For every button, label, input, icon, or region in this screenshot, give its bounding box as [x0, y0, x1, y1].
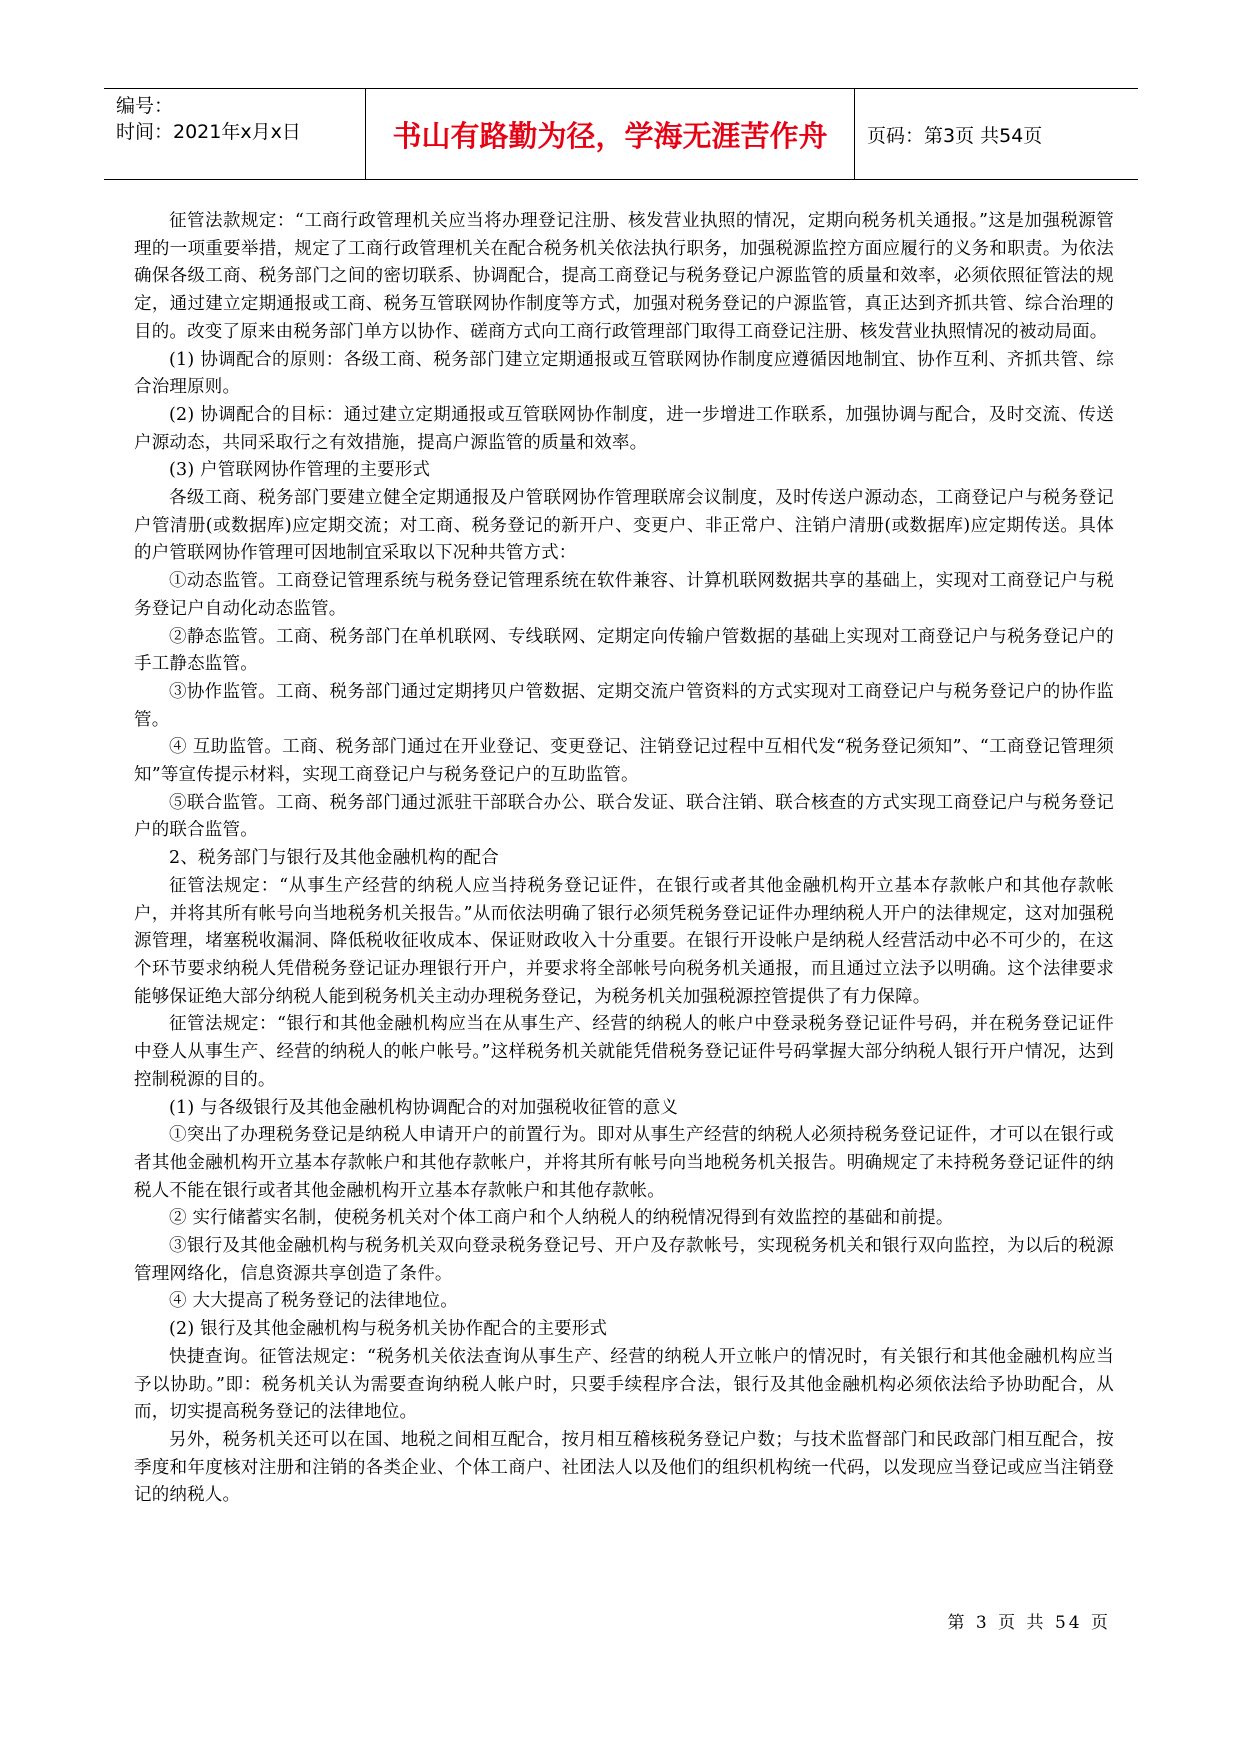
header-meta-cell: [104, 89, 366, 179]
paragraph: ①动态监管。工商登记管理系统与税务登记管理系统在软件兼容、计算机联网数据共享的基础上，实现对工商登记户与税务登记户自动化动态监管。: [134, 571, 1114, 619]
paragraph: 快捷查询。征管法规定：“税务机关依法查询从事生产、经营的纳税人开立帐户的情况时，有关银行和其他金融机构应当予以协助。”即：税务机关认为需要查询纳税人帐户时，只要手续程序合法，银行及其他金融机构必须依法给予协助配合，从而，切实提高税务登记的法律地位。: [134, 1346, 1114, 1423]
header-motto: 书山有路勤为径，学海无涯苦作舟: [392, 118, 828, 153]
paragraph: ② 实行储蓄实名制，使税务机关对个体工商户和个人纳税人的纳税情况得到有效监控的基础和前提。: [169, 1208, 954, 1229]
paragraph: (1) 协调配合的原则：各级工商、税务部门建立定期通报或互管联网协作制度应遵循因地制宜、协作互利、齐抓共管、综合治理原则。: [134, 349, 1114, 398]
paragraph: ③银行及其他金融机构与税务机关双向登录税务登记号、开户及存款帐号，实现税务机关和银行双向监控，为以后的税源管理网络化，信息资源共享创造了条件。: [134, 1236, 1114, 1284]
paragraph: 征管法款规定：“工商行政管理机关应当将办理登记注册、核发营业执照的情况，定期向税务机关通报。”这是加强税源管理的一项重要举措，规定了工商行政管理机关在配合税务机关依法执行职务，加强税源监控方面应履行的义务和职责。为依法确保各级工商、税务部门之间的密切联系、协调配合，提高工商登记与税务登记户源监管的质量和效率，必须依照征管法的规定，通过建立定期通报或工商、税务互管联网协作制度等方式，加强对税务登记的户源监管，真正达到齐抓共管、综合治理的目的。改变了原来由税务部门单方以协作、磋商方式向工商行政管理部门取得工商登记注册、核发营业执照情况的被动局面。: [134, 211, 1114, 342]
paragraph: (3) 户管联网协作管理的主要形式: [169, 460, 431, 481]
paragraph: 征管法规定：“从事生产经营的纳税人应当持税务登记证件，在银行或者其他金融机构开立基本存款帐户和其他存款帐户，并将其所有帐号向当地税务机关报告。”从而依法明确了银行必须凭税务登记证件办理纳税人开户的法律规定，这对加强税源管理，堵塞税收漏洞、降低税收征收成本、保证财政收入十分重要。在银行开设帐户是纳税人经营活动中必不可少的，在这个环节要求纳税人凭借税务登记证办理银行开户，并要求将全部帐号向税务机关通报，而且通过立法予以明确。这个法律要求能够保证绝大部分纳税人能到税务机关主动办理税务登记，为税务机关加强税源控管提供了有力保障。: [134, 875, 1114, 1007]
paragraph: 各级工商、税务部门要建立健全定期通报及户管联网协作管理联席会议制度，及时传送户源动态，工商登记户与税务登记户管清册(或数据库)应定期交流；对工商、税务登记的新开户、变更户、非正常户、注销户清册(或数据库)应定期传送。具体的户管联网协作管理可因地制宜采取以下况种共管方式：: [134, 488, 1114, 564]
page-footer: 第 3 页 共 54 页: [947, 1613, 1111, 1633]
document-body: [134, 208, 1114, 1510]
paragraph: ②静态监管。工商、税务部门在单机联网、专线联网、定期定向传输户管数据的基础上实现对工商登记户与税务登记户的手工静态监管。: [134, 626, 1114, 675]
page-header: [104, 88, 1138, 180]
paragraph: ⑤联合监管。工商、税务部门通过派驻干部联合办公、联合发证、联合注销、联合核查的方式实现工商登记户与税务登记户的联合监管。: [134, 792, 1114, 841]
header-page-cell: [855, 89, 1138, 179]
paragraph: ④ 互助监管。工商、税务部门通过在开业登记、变更登记、注销登记过程中互相代发“税务登记须知”、“工商登记管理须知”等宣传提示材料，实现工商登记户与税务登记户的互助监管。: [134, 737, 1114, 786]
header-motto-cell: [366, 89, 855, 179]
paragraph: (1) 与各级银行及其他金融机构协调配合的对加强税收征管的意义: [169, 1097, 679, 1118]
paragraph: 征管法规定：“银行和其他金融机构应当在从事生产、经营的纳税人的帐户中登录税务登记证件号码，并在税务登记证件中登人从事生产、经营的纳税人的帐户帐号。”这样税务机关就能凭借税务登记证件号码掌握大部分纳税人银行开户情况，达到控制税源的目的。: [134, 1014, 1114, 1090]
paragraph: ④ 大大提高了税务登记的法律地位。: [169, 1291, 458, 1312]
paragraph: ③协作监管。工商、税务部门通过定期拷贝户管数据、定期交流户管资料的方式实现对工商登记户与税务登记户的协作监管。: [134, 681, 1114, 730]
paragraph: (2) 银行及其他金融机构与税务机关协作配合的主要形式: [169, 1319, 608, 1340]
paragraph: (2) 协调配合的目标：通过建立定期通报或互管联网协作制度，进一步增进工作联系，加强协调与配合，及时交流、传送户源动态，共同采取行之有效措施，提高户源监管的质量和效率。: [134, 404, 1114, 453]
document-number-label: 编号：: [116, 95, 174, 117]
header-page-number: 页码：第3页 共54页: [867, 124, 1043, 147]
section-heading: 2、税务部门与银行及其他金融机构的配合: [169, 848, 499, 869]
paragraph: 另外，税务机关还可以在国、地税之间相互配合，按月相互稽核税务登记户数；与技术监督部门和民政部门相互配合，按季度和年度核对注册和注销的各类企业、个体工商户、社团法人以及他们的组织机构统一代码，以发现应当登记或应当注销登记的纳税人。: [134, 1429, 1114, 1506]
document-time-label: 时间：2021年x月x日: [116, 121, 301, 143]
paragraph: ①突出了办理税务登记是纳税人申请开户的前置行为。即对从事生产经营的纳税人必须持税务登记证件，才可以在银行或者其他金融机构开立基本存款帐户和其他存款帐户，并将其所有帐号向当地税务机关报告。明确规定了未持税务登记证件的纳税人不能在银行或者其他金融机构开立基本存款帐户和其他存款帐。: [134, 1125, 1114, 1201]
